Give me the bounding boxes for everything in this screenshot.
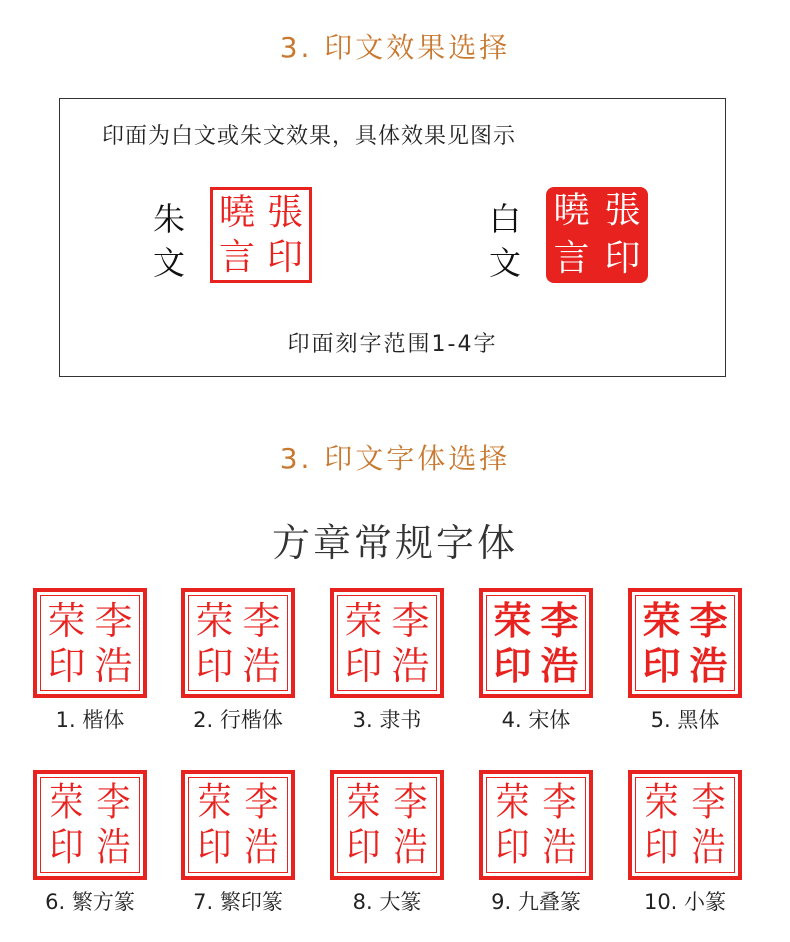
- bai-wen-char: 白: [488, 200, 521, 238]
- seal-char: 荣: [197, 779, 232, 826]
- seal-char: 印: [495, 824, 530, 871]
- seal-char: 李: [391, 598, 430, 643]
- seal-char: 李: [689, 598, 728, 643]
- seal-char: 印: [197, 824, 232, 871]
- font-option-label: 7. 繁印篆: [193, 890, 283, 914]
- font-option[interactable]: [327, 770, 447, 916]
- seal-char: 李: [244, 779, 279, 826]
- font-sample-seal[interactable]: [479, 770, 593, 880]
- font-sample-seal[interactable]: [33, 588, 147, 698]
- font-option[interactable]: [178, 770, 298, 916]
- seal-char: 印: [195, 643, 234, 688]
- font-section-subtitle: 方章常规字体: [271, 521, 518, 565]
- seal-char: 浩: [542, 824, 577, 871]
- seal-char: 浩: [244, 824, 279, 871]
- font-sample-seal[interactable]: [33, 770, 147, 880]
- seal-char: 李: [542, 779, 577, 826]
- font-option[interactable]: [178, 588, 298, 734]
- seal-char: 李: [540, 598, 579, 643]
- font-sample-seal[interactable]: [181, 588, 295, 698]
- seal-char: 荣: [195, 598, 234, 643]
- font-option-label: 5. 黑体: [650, 708, 720, 732]
- seal-char: 言: [553, 238, 590, 279]
- seal-char: 印: [604, 238, 641, 279]
- zhu-wen-char: 朱: [152, 200, 185, 238]
- font-option-label: 6. 繁方篆: [45, 890, 135, 914]
- seal-char: 浩: [391, 643, 430, 688]
- font-sample-seal[interactable]: [628, 770, 742, 880]
- seal-char: 李: [96, 779, 131, 826]
- seal-char: 浩: [393, 824, 428, 871]
- seal-char: 荣: [642, 598, 681, 643]
- seal-char: 印: [644, 824, 679, 871]
- seal-char: 荣: [344, 598, 383, 643]
- font-option[interactable]: [625, 588, 745, 734]
- seal-char: 李: [94, 598, 133, 643]
- font-sample-seal[interactable]: [181, 770, 295, 880]
- font-sample-seal[interactable]: [628, 588, 742, 698]
- seal-char: 印: [642, 643, 681, 688]
- seal-char: 浩: [691, 824, 726, 871]
- seal-char: 印: [493, 643, 532, 688]
- seal-char: 荣: [644, 779, 679, 826]
- seal-char: 浩: [94, 643, 133, 688]
- effect-section-title: 3. 印文效果选择: [279, 31, 511, 64]
- seal-char: 曉: [219, 191, 256, 233]
- font-option-label: 1. 楷体: [55, 708, 125, 732]
- seal-char: 浩: [540, 643, 579, 688]
- font-option[interactable]: [476, 770, 596, 916]
- effect-description: 印面为白文或朱文效果，具体效果见图示: [102, 124, 517, 149]
- font-option[interactable]: [30, 770, 150, 916]
- font-option[interactable]: [625, 770, 745, 916]
- seal-char: 李: [242, 598, 281, 643]
- font-option-label: 2. 行楷体: [193, 708, 283, 732]
- seal-char: 印: [267, 236, 304, 278]
- seal-char: 張: [604, 190, 641, 231]
- seal-char: 張: [267, 191, 304, 233]
- seal-char: 浩: [689, 643, 728, 688]
- zhu-wen-char: 文: [152, 244, 185, 282]
- seal-char: 荣: [47, 598, 86, 643]
- font-option-label: 9. 九叠篆: [491, 890, 581, 914]
- font-option-label: 3. 隶书: [352, 708, 422, 732]
- font-option[interactable]: [30, 588, 150, 734]
- font-sample-seal[interactable]: [330, 770, 444, 880]
- font-option-label: 4. 宋体: [501, 708, 571, 732]
- seal-char: 荣: [493, 598, 532, 643]
- font-sample-seal[interactable]: [330, 588, 444, 698]
- bai-wen-char: 文: [488, 244, 521, 282]
- seal-char: 言: [219, 236, 256, 278]
- seal-char: 荣: [495, 779, 530, 826]
- seal-char: 印: [344, 643, 383, 688]
- font-option[interactable]: [476, 588, 596, 734]
- seal-char: 印: [346, 824, 381, 871]
- seal-char: 浩: [242, 643, 281, 688]
- seal-char: 印: [47, 643, 86, 688]
- seal-char: 李: [691, 779, 726, 826]
- font-option-label: 10. 小篆: [643, 890, 727, 914]
- font-option[interactable]: [327, 588, 447, 734]
- font-sample-seal[interactable]: [479, 588, 593, 698]
- seal-char: 李: [393, 779, 428, 826]
- seal-char: 印: [49, 824, 84, 871]
- font-section-title: 3. 印文字体选择: [279, 442, 511, 475]
- carving-range-note: 印面刻字范围1-4字: [287, 332, 498, 357]
- seal-char: 荣: [346, 779, 381, 826]
- seal-char: 浩: [96, 824, 131, 871]
- seal-char: 曉: [553, 190, 590, 231]
- font-option-label: 8. 大篆: [352, 890, 422, 914]
- seal-char: 荣: [49, 779, 84, 826]
